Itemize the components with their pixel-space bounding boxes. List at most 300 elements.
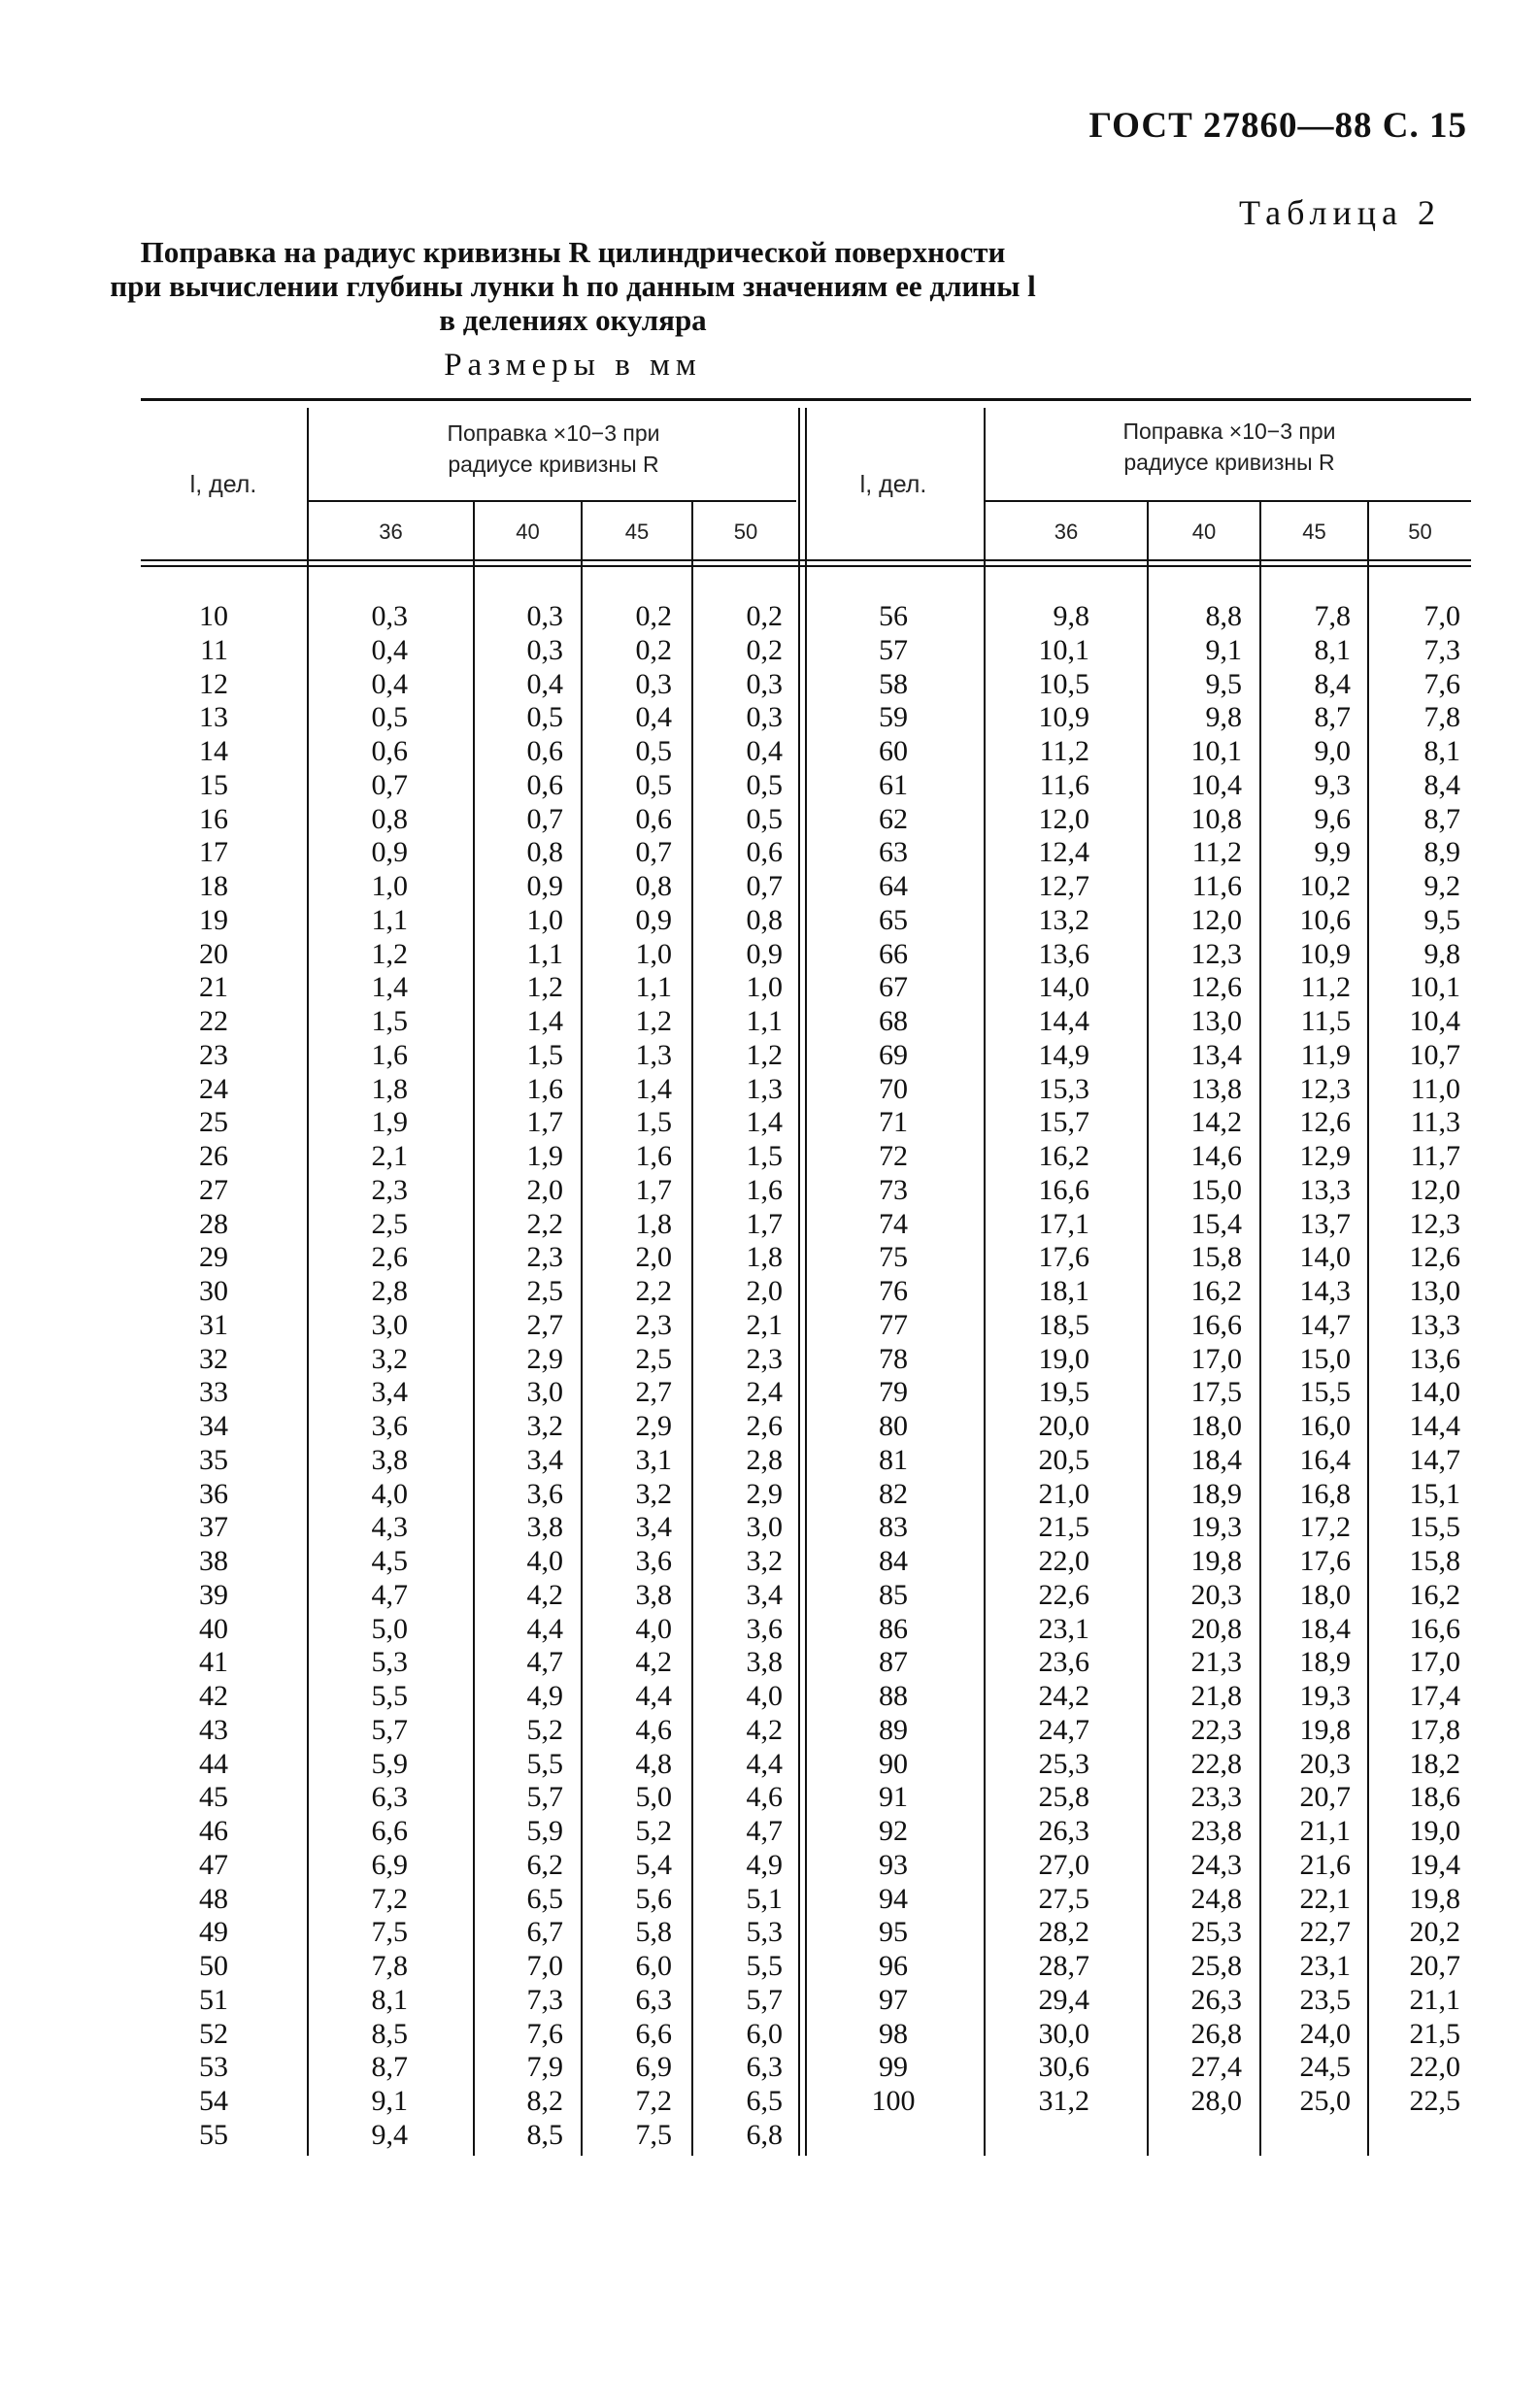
- table-cell: 17,4: [1409, 1680, 1460, 1712]
- table-cell: 15,8: [1190, 1241, 1242, 1274]
- table-cell: 3,2: [635, 1477, 672, 1510]
- radius-40-header: 40: [1191, 520, 1217, 544]
- table-cell: 62: [879, 802, 908, 835]
- table-cell: 28,7: [1038, 1950, 1089, 1982]
- table-cell: 10,9: [1038, 701, 1089, 734]
- table-cell: 2,6: [746, 1410, 783, 1442]
- table-cell: 2,0: [635, 1241, 672, 1274]
- table-cell: 12,3: [1409, 1207, 1460, 1240]
- page-reference: ГОСТ 27860—88 С. 15: [1088, 106, 1467, 146]
- table-cell: 0,2: [635, 600, 672, 632]
- table-cell: 10,1: [1190, 735, 1242, 767]
- table-cell: 11,7: [1410, 1140, 1460, 1172]
- table-cell: 65: [879, 903, 908, 936]
- table-cell: 43: [199, 1713, 228, 1746]
- table-cell: 3,0: [526, 1376, 563, 1409]
- table-cell: 19,8: [1299, 1713, 1351, 1746]
- table-cell: 4,0: [635, 1612, 672, 1645]
- table-cell: 96: [879, 1950, 908, 1982]
- table-cell: 8,9: [1423, 836, 1460, 869]
- table-cell: 3,6: [746, 1612, 783, 1645]
- table-cell: 10,9: [1299, 937, 1351, 970]
- table-cell: 4,4: [635, 1680, 672, 1712]
- table-cell: 8,4: [1314, 667, 1351, 700]
- table-cell: 2,5: [371, 1207, 408, 1240]
- table-cell: 1,5: [526, 1038, 563, 1071]
- table-cell: 0,4: [635, 701, 672, 734]
- table-cell: 5,5: [526, 1747, 563, 1780]
- table-cell: 1,1: [635, 971, 672, 1004]
- table-cell: 25,8: [1190, 1950, 1242, 1982]
- table-cell: 11,5: [1300, 1005, 1351, 1037]
- table-cell: 7,5: [371, 1916, 408, 1949]
- table-cell: 6,3: [746, 2051, 783, 2084]
- table-cell: 10,2: [1299, 870, 1351, 902]
- table-cell: 40: [199, 1612, 228, 1645]
- table-cell: 21,1: [1299, 1815, 1351, 1847]
- table-cell: 4,0: [371, 1477, 408, 1510]
- right-r45-column: [1267, 600, 1351, 2119]
- table-cell: 11,3: [1410, 1106, 1460, 1139]
- table-cell: 1,1: [371, 903, 408, 936]
- table-cell: 83: [879, 1511, 908, 1544]
- left-r36-column: [320, 600, 408, 2153]
- table-cell: 5,7: [526, 1781, 563, 1814]
- table-cell: 5,7: [371, 1713, 408, 1746]
- table-cell: 0,3: [746, 701, 783, 734]
- table-divider: [805, 408, 807, 2156]
- table-cell: 23,8: [1190, 1815, 1242, 1847]
- table-cell: 0,4: [371, 667, 408, 700]
- table-cell: 17,1: [1038, 1207, 1089, 1240]
- table-cell: 1,7: [635, 1173, 672, 1206]
- table-cell: 97: [879, 1983, 908, 2016]
- table-cell: 4,7: [746, 1815, 783, 1847]
- table-cell: 24,7: [1038, 1713, 1089, 1746]
- table-cell: 5,8: [635, 1916, 672, 1949]
- table-cell: 21,3: [1190, 1646, 1242, 1679]
- table-cell: 8,1: [1423, 735, 1460, 767]
- table-cell: 11,9: [1300, 1038, 1351, 1071]
- table-cell: 1,2: [746, 1038, 783, 1071]
- radius-40-header: 40: [516, 520, 540, 544]
- table-cell: 11,0: [1410, 1072, 1460, 1105]
- subheader-rule-left: [309, 500, 796, 502]
- table-cell: 71: [879, 1106, 908, 1139]
- table-cell: 68: [879, 1005, 908, 1037]
- table-cell: 70: [879, 1072, 908, 1105]
- table-cell: 9,5: [1423, 903, 1460, 936]
- table-cell: 1,5: [371, 1005, 408, 1037]
- table-cell: 10,5: [1038, 667, 1089, 700]
- table-cell: 26: [199, 1140, 228, 1172]
- table-cell: 27,5: [1038, 1882, 1089, 1915]
- table-cell: 1,0: [746, 971, 783, 1004]
- table-cell: 6,9: [371, 1848, 408, 1881]
- table-cell: 6,5: [746, 2085, 783, 2117]
- table-cell: 3,6: [371, 1410, 408, 1442]
- table-cell: 18,0: [1190, 1410, 1242, 1442]
- left-l-column: [146, 600, 228, 2153]
- table-cell: 3,0: [371, 1308, 408, 1341]
- table-cell: 0,8: [371, 802, 408, 835]
- table-cell: 18,9: [1299, 1646, 1351, 1679]
- table-cell: 14,7: [1299, 1308, 1351, 1341]
- table-cell: 21,0: [1038, 1477, 1089, 1510]
- table-cell: 10,4: [1190, 768, 1242, 801]
- table-cell: 16,4: [1299, 1443, 1351, 1476]
- table-cell: 19,4: [1409, 1848, 1460, 1881]
- table-cell: 13,0: [1409, 1275, 1460, 1307]
- table-cell: 13,4: [1190, 1038, 1242, 1071]
- table-cell: 4,5: [371, 1545, 408, 1577]
- table-cell: 1,4: [371, 971, 408, 1004]
- units-note: Размеры в мм: [444, 348, 702, 383]
- group-header-right: Поправка ×10−3 при радиусе кривизны R: [1122, 419, 1336, 475]
- table-cell: 14,7: [1409, 1443, 1460, 1476]
- table-cell: 7,3: [1423, 633, 1460, 666]
- table-cell: 0,6: [635, 802, 672, 835]
- table-cell: 14,0: [1409, 1376, 1460, 1409]
- table-cell: 87: [879, 1646, 908, 1679]
- table-cell: 100: [871, 2085, 916, 2117]
- table-cell: 3,6: [635, 1545, 672, 1577]
- table-cell: 36: [199, 1477, 228, 1510]
- table-cell: 13,3: [1409, 1308, 1460, 1341]
- table-cell: 1,0: [526, 903, 563, 936]
- table-cell: 21,6: [1299, 1848, 1351, 1881]
- table-cell: 22,5: [1409, 2085, 1460, 2117]
- table-cell: 15,5: [1409, 1511, 1460, 1544]
- table-cell: 30,0: [1038, 2017, 1089, 2050]
- table-cell: 15,1: [1409, 1477, 1460, 1510]
- table-cell: 0,5: [746, 768, 783, 801]
- table-cell: 9,2: [1423, 870, 1460, 902]
- table-cell: 4,0: [746, 1680, 783, 1712]
- table-cell: 44: [199, 1747, 228, 1780]
- table-cell: 0,7: [635, 836, 672, 869]
- table-top-rule: [141, 398, 1471, 401]
- table-cell: 2,0: [526, 1173, 563, 1206]
- table-cell: 11,2: [1300, 971, 1351, 1004]
- table-cell: 8,1: [1314, 633, 1351, 666]
- table-cell: 30,6: [1038, 2051, 1089, 2084]
- table-cell: 0,5: [635, 768, 672, 801]
- table-cell: 3,2: [526, 1410, 563, 1442]
- table-cell: 13,6: [1409, 1342, 1460, 1375]
- table-divider: [307, 408, 309, 2156]
- table-cell: 46: [199, 1815, 228, 1847]
- table-cell: 3,8: [746, 1646, 783, 1679]
- table-cell: 13: [199, 701, 228, 734]
- table-cell: 9,8: [1423, 937, 1460, 970]
- table-cell: 0,8: [635, 870, 672, 902]
- table-cell: 18,6: [1409, 1781, 1460, 1814]
- table-cell: 3,4: [635, 1511, 672, 1544]
- table-cell: 3,0: [746, 1511, 783, 1544]
- table-cell: 1,1: [526, 937, 563, 970]
- table-cell: 22,0: [1038, 1545, 1089, 1577]
- table-cell: 1,0: [371, 870, 408, 902]
- subheader-rule-right: [986, 500, 1471, 502]
- table-divider: [798, 408, 800, 2156]
- table-cell: 12,4: [1038, 836, 1089, 869]
- table-cell: 56: [879, 600, 908, 632]
- table-cell: 0,2: [635, 633, 672, 666]
- table-cell: 21,5: [1409, 2017, 1460, 2050]
- table-cell: 69: [879, 1038, 908, 1071]
- table-cell: 13,3: [1299, 1173, 1351, 1206]
- table-divider: [581, 502, 583, 2156]
- table-cell: 6,7: [526, 1916, 563, 1949]
- table-cell: 4,4: [526, 1612, 563, 1645]
- table-cell: 20,0: [1038, 1410, 1089, 1442]
- table-cell: 66: [879, 937, 908, 970]
- table-cell: 15,4: [1190, 1207, 1242, 1240]
- radius-45-header: 45: [624, 520, 650, 544]
- table-cell: 64: [879, 870, 908, 902]
- table-cell: 13,8: [1190, 1072, 1242, 1105]
- table-cell: 0,3: [526, 600, 563, 632]
- table-cell: 3,8: [526, 1511, 563, 1544]
- table-cell: 59: [879, 701, 908, 734]
- table-cell: 7,5: [635, 2118, 672, 2151]
- table-cell: 10,6: [1299, 903, 1351, 936]
- l-header-left: l, дел.: [189, 471, 257, 498]
- table-cell: 0,9: [635, 903, 672, 936]
- table-cell: 17: [199, 836, 228, 869]
- table-cell: 8,7: [1314, 701, 1351, 734]
- radius-50-header: 50: [733, 520, 758, 544]
- table-cell: 18,5: [1038, 1308, 1089, 1341]
- table-cell: 12: [199, 667, 228, 700]
- table-cell: 17,0: [1190, 1342, 1242, 1375]
- table-cell: 63: [879, 836, 908, 869]
- table-cell: 2,7: [526, 1308, 563, 1341]
- right-r40-column: [1160, 600, 1242, 2119]
- table-cell: 16,6: [1038, 1173, 1089, 1206]
- table-cell: 58: [879, 667, 908, 700]
- table-cell: 22: [199, 1005, 228, 1037]
- table-cell: 18,9: [1190, 1477, 1242, 1510]
- table-cell: 20: [199, 937, 228, 970]
- table-cell: 0,6: [526, 735, 563, 767]
- table-cell: 67: [879, 971, 908, 1004]
- table-cell: 13,7: [1299, 1207, 1351, 1240]
- table-cell: 5,5: [371, 1680, 408, 1712]
- table-cell: 2,9: [526, 1342, 563, 1375]
- table-cell: 45: [199, 1781, 228, 1814]
- table-cell: 4,3: [371, 1511, 408, 1544]
- radius-45-header: 45: [1302, 520, 1326, 544]
- table-cell: 13,2: [1038, 903, 1089, 936]
- table-cell: 0,9: [526, 870, 563, 902]
- table-cell: 4,7: [526, 1646, 563, 1679]
- table-label: Таблица 2: [1239, 193, 1441, 232]
- table-cell: 5,2: [526, 1713, 563, 1746]
- table-cell: 51: [199, 1983, 228, 2016]
- table-cell: 12,0: [1409, 1173, 1460, 1206]
- table-cell: 10,8: [1190, 802, 1242, 835]
- table-cell: 6,0: [746, 2017, 783, 2050]
- table-cell: 4,6: [746, 1781, 783, 1814]
- table-cell: 0,9: [746, 937, 783, 970]
- table-cell: 2,8: [371, 1275, 408, 1307]
- table-cell: 48: [199, 1882, 228, 1915]
- table-cell: 4,9: [526, 1680, 563, 1712]
- table-cell: 18,4: [1299, 1612, 1351, 1645]
- table-cell: 6,5: [526, 1882, 563, 1915]
- table-cell: 23,1: [1038, 1612, 1089, 1645]
- table-cell: 0,7: [746, 870, 783, 902]
- table-cell: 26,3: [1038, 1815, 1089, 1847]
- table-cell: 18,4: [1190, 1443, 1242, 1476]
- table-cell: 9,1: [1205, 633, 1242, 666]
- table-cell: 1,4: [526, 1005, 563, 1037]
- table-cell: 9,5: [1205, 667, 1242, 700]
- table-cell: 35: [199, 1443, 228, 1476]
- table-cell: 5,6: [635, 1882, 672, 1915]
- table-cell: 16,6: [1409, 1612, 1460, 1645]
- table-cell: 1,6: [526, 1072, 563, 1105]
- table-cell: 20,7: [1409, 1950, 1460, 1982]
- table-cell: 23: [199, 1038, 228, 1071]
- table-cell: 34: [199, 1410, 228, 1442]
- table-cell: 72: [879, 1140, 908, 1172]
- table-cell: 1,4: [635, 1072, 672, 1105]
- table-cell: 18,1: [1038, 1275, 1089, 1307]
- table-cell: 1,6: [746, 1173, 783, 1206]
- table-cell: 6,2: [526, 1848, 563, 1881]
- table-cell: 20,2: [1409, 1916, 1460, 1949]
- table-cell: 1,5: [746, 1140, 783, 1172]
- table-cell: 1,1: [746, 1005, 783, 1037]
- table-cell: 85: [879, 1578, 908, 1611]
- table-cell: 9,8: [1053, 600, 1089, 632]
- table-cell: 93: [879, 1848, 908, 1881]
- table-cell: 15,0: [1299, 1342, 1351, 1375]
- table-cell: 7,0: [1423, 600, 1460, 632]
- table-cell: 1,0: [635, 937, 672, 970]
- table-cell: 2,8: [746, 1443, 783, 1476]
- table-cell: 9,6: [1314, 802, 1351, 835]
- table-cell: 2,1: [746, 1308, 783, 1341]
- table-cell: 33: [199, 1376, 228, 1409]
- table-cell: 17,6: [1038, 1241, 1089, 1274]
- table-cell: 91: [879, 1781, 908, 1814]
- table-cell: 24,3: [1190, 1848, 1242, 1881]
- table-cell: 25,3: [1190, 1916, 1242, 1949]
- table-cell: 27,4: [1190, 2051, 1242, 2084]
- table-cell: 82: [879, 1477, 908, 1510]
- table-cell: 31: [199, 1308, 228, 1341]
- table-cell: 6,3: [371, 1781, 408, 1814]
- table-cell: 22,6: [1038, 1578, 1089, 1611]
- table-cell: 9,0: [1314, 735, 1351, 767]
- table-cell: 5,5: [746, 1950, 783, 1982]
- table-cell: 6,8: [746, 2118, 783, 2151]
- table-cell: 19,8: [1190, 1545, 1242, 1577]
- table-cell: 15,8: [1409, 1545, 1460, 1577]
- table-cell: 2,2: [635, 1275, 672, 1307]
- table-divider: [1367, 502, 1369, 2156]
- table-cell: 9,4: [371, 2118, 408, 2151]
- table-cell: 16,0: [1299, 1410, 1351, 1442]
- table-cell: 89: [879, 1713, 908, 1746]
- table-cell: 7,8: [371, 1950, 408, 1982]
- table-cell: 1,3: [746, 1072, 783, 1105]
- table-cell: 37: [199, 1511, 228, 1544]
- table-cell: 8,7: [371, 2051, 408, 2084]
- table-cell: 1,6: [635, 1140, 672, 1172]
- table-cell: 3,8: [371, 1443, 408, 1476]
- table-cell: 52: [199, 2017, 228, 2050]
- table-cell: 14,0: [1038, 971, 1089, 1004]
- table-cell: 6,6: [371, 1815, 408, 1847]
- table-cell: 7,2: [635, 2085, 672, 2117]
- table-cell: 38: [199, 1545, 228, 1577]
- table-cell: 4,2: [526, 1578, 563, 1611]
- table-cell: 14,3: [1299, 1275, 1351, 1307]
- table-cell: 1,8: [746, 1241, 783, 1274]
- table-cell: 28: [199, 1207, 228, 1240]
- table-cell: 24: [199, 1072, 228, 1105]
- table-cell: 0,5: [746, 802, 783, 835]
- table-cell: 0,6: [746, 836, 783, 869]
- table-cell: 22,0: [1409, 2051, 1460, 2084]
- table-cell: 19,3: [1190, 1511, 1242, 1544]
- table-cell: 41: [199, 1646, 228, 1679]
- table-cell: 20,8: [1190, 1612, 1242, 1645]
- table-cell: 4,6: [635, 1713, 672, 1746]
- table-cell: 94: [879, 1882, 908, 1915]
- table-cell: 0,3: [746, 667, 783, 700]
- table-cell: 5,0: [635, 1781, 672, 1814]
- table-cell: 49: [199, 1916, 228, 1949]
- table-cell: 0,3: [371, 600, 408, 632]
- table-cell: 18,2: [1409, 1747, 1460, 1780]
- table-cell: 99: [879, 2051, 908, 2084]
- table-cell: 6,0: [635, 1950, 672, 1982]
- table-cell: 12,6: [1409, 1241, 1460, 1274]
- table-cell: 12,0: [1190, 903, 1242, 936]
- table-cell: 24,0: [1299, 2017, 1351, 2050]
- table-cell: 3,8: [635, 1578, 672, 1611]
- table-cell: 12,0: [1038, 802, 1089, 835]
- table-cell: 18,0: [1299, 1578, 1351, 1611]
- table-cell: 21,5: [1038, 1511, 1089, 1544]
- table-cell: 20,5: [1038, 1443, 1089, 1476]
- table-cell: 1,9: [371, 1106, 408, 1139]
- table-cell: 29: [199, 1241, 228, 1274]
- table-cell: 19: [199, 903, 228, 936]
- table-cell: 4,9: [746, 1848, 783, 1881]
- table-cell: 19,0: [1038, 1342, 1089, 1375]
- table-cell: 5,2: [635, 1815, 672, 1847]
- table-cell: 8,5: [371, 2017, 408, 2050]
- table-cell: 9,3: [1314, 768, 1351, 801]
- table-divider: [1147, 502, 1149, 2156]
- table-cell: 2,0: [746, 1275, 783, 1307]
- table-cell: 11,6: [1039, 768, 1089, 801]
- table-cell: 11,2: [1039, 735, 1089, 767]
- table-cell: 86: [879, 1612, 908, 1645]
- table-cell: 1,5: [635, 1106, 672, 1139]
- table-cell: 21: [199, 971, 228, 1004]
- table-cell: 5,9: [526, 1815, 563, 1847]
- table-cell: 81: [879, 1443, 908, 1476]
- table-cell: 12,3: [1190, 937, 1242, 970]
